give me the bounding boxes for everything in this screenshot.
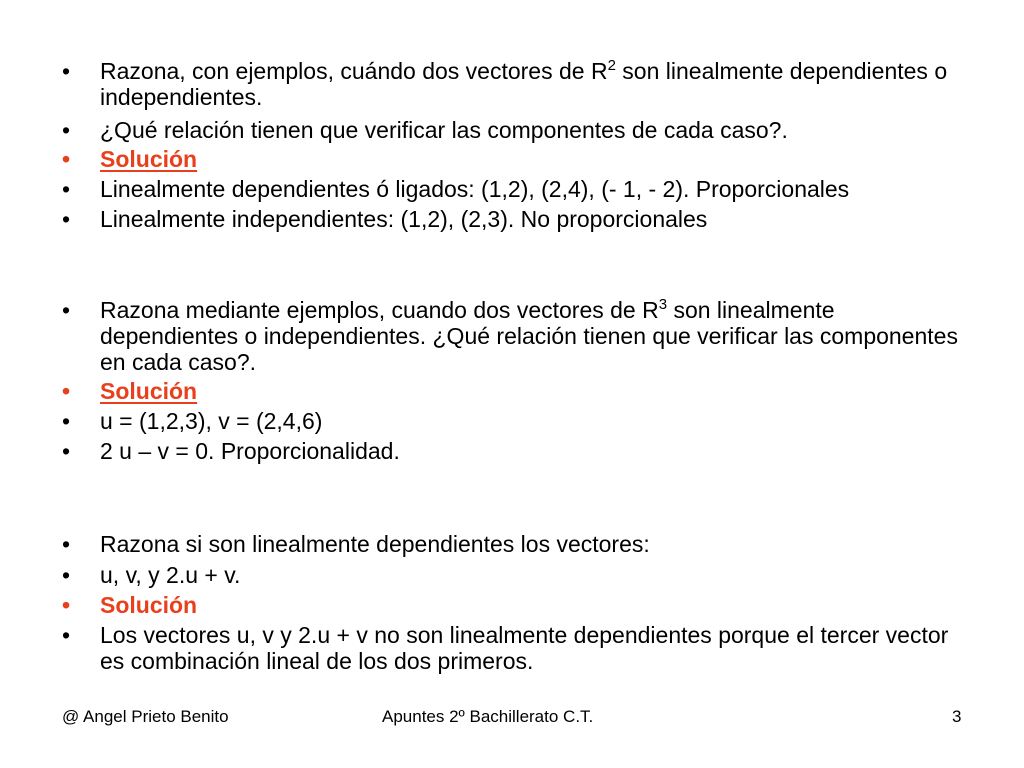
vectors-list-text: u, v, y 2.u + v. [100,562,241,588]
bullet-icon: • [62,58,71,84]
question-r3-text: Razona mediante ejemplos, cuando dos vectores de R [100,297,659,323]
bullet-icon: • [62,592,71,618]
answer-text: Los vectores u, v y 2.u + v no son linealmente dependientes porque el tercer vector es combinación lineal de los dos primeros. [100,622,949,674]
bullet-icon: • [62,146,71,172]
question-r3-text-cont: son linealmente dependientes o independientes. ¿Qué relación tienen que verificar las componentes en cada caso?. [100,297,958,375]
vectors-example-text: u = (1,2,3), v = (2,4,6) [100,408,323,434]
footer-page-number: 3 [952,707,962,726]
dependent-text: Linealmente dependientes ó ligados: (1,2), (2,4), (- 1, - 2). Proporcionales [100,176,850,202]
question-r2-text: Razona, con ejemplos, cuándo dos vectores de R [100,58,608,84]
footer-course: Apuntes 2º Bachillerato C.T. [382,707,594,726]
bullet-icon: • [62,378,71,404]
bullet-icon: • [62,562,71,588]
bullet-icon: • [62,176,71,202]
bullet-icon: • [62,622,71,648]
solution-label: Solución [100,146,198,172]
question-r2-text-cont: son linealmente dependientes o independientes. [100,58,948,110]
footer-author: @ Angel Prieto Benito [62,707,229,726]
independent-text: Linealmente independientes: (1,2), (2,3). No proporcionales [100,206,708,232]
relation-text: 2 u – v = 0. Proporcionalidad. [100,438,400,464]
bullet-icon: • [62,438,71,464]
superscript: 3 [658,296,668,313]
superscript: 2 [607,57,616,74]
bullet-icon: • [62,408,71,434]
solution-label: Solución [100,592,198,618]
question-combination-text: Razona si son linealmente dependientes los vectores: [100,531,650,557]
question-components-text: ¿Qué relación tienen que verificar las componentes de cada caso?. [100,117,788,143]
bullet-icon: • [62,206,71,232]
bullet-icon: • [62,117,71,143]
bullet-icon: • [62,531,71,557]
bullet-icon: • [62,297,71,323]
solution-label: Solución [100,378,198,404]
